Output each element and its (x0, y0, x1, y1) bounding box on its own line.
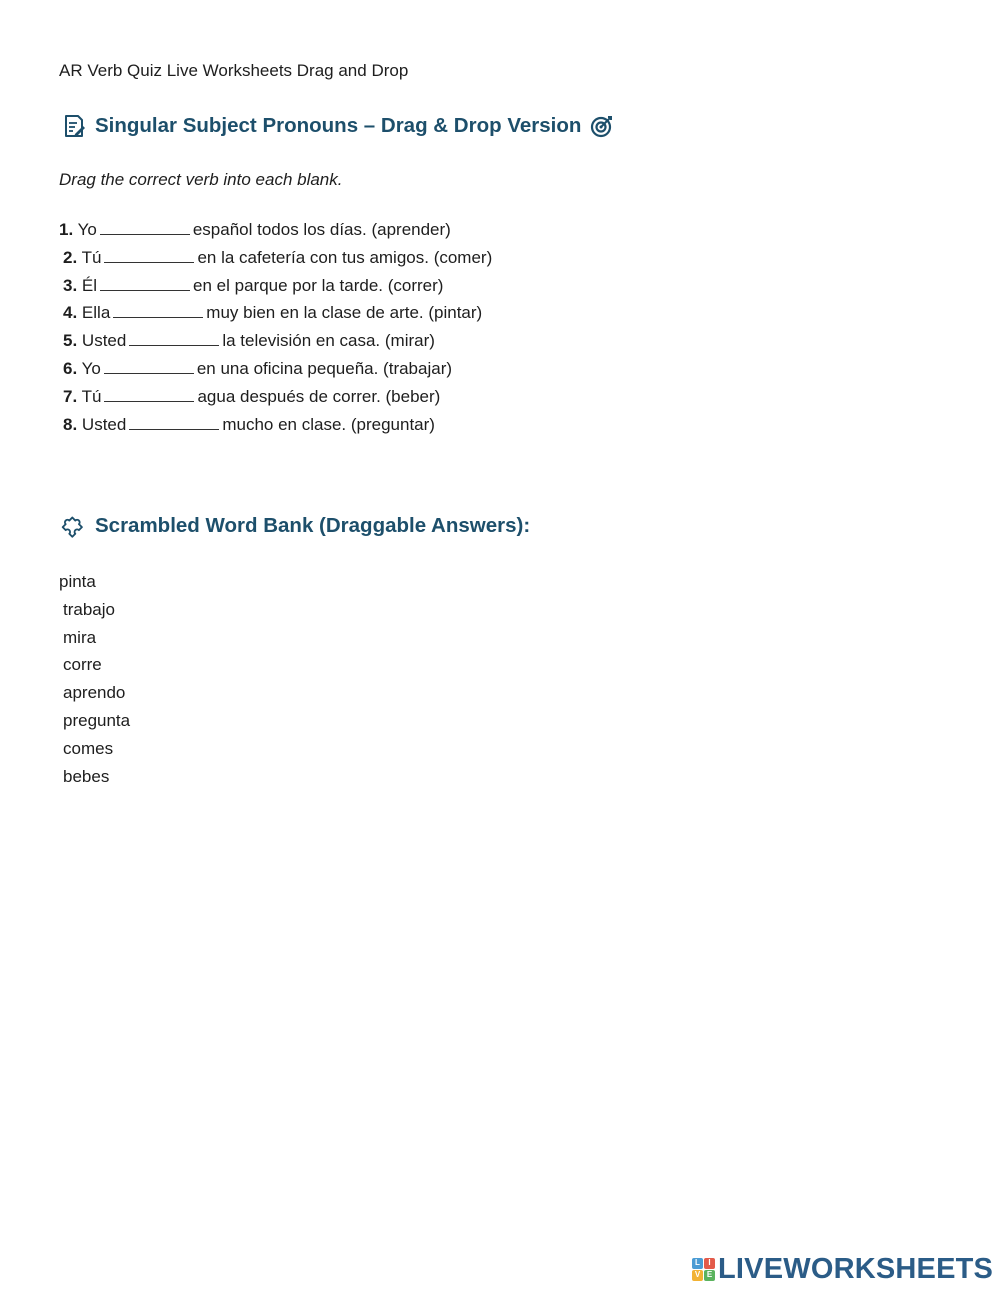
draggable-word[interactable]: bebes (63, 766, 110, 786)
question-rest: en el parque por la tarde. (correr) (193, 275, 444, 295)
question-rest: la televisión en casa. (mirar) (222, 331, 435, 351)
question-rest: en una oficina pequeña. (trabajar) (196, 358, 453, 378)
question-rest: en la cafetería con tus amigos. (comer) (197, 247, 493, 267)
question-item (59, 216, 492, 244)
drop-blank[interactable] (104, 387, 194, 402)
question-item (59, 272, 492, 300)
question-rest: mucho en clase. (preguntar) (222, 414, 435, 434)
drop-blank[interactable] (104, 248, 194, 263)
section-heading-word-bank (61, 513, 530, 539)
question-number: 3. (63, 275, 78, 295)
question-subject: Ella (81, 303, 111, 323)
question-subject: Usted (81, 331, 127, 351)
draggable-word[interactable]: pregunta (63, 710, 131, 730)
question-item (59, 411, 492, 439)
logo-tile: E (704, 1270, 715, 1281)
question-item (59, 299, 492, 327)
drop-blank[interactable] (129, 415, 219, 430)
instruction-text: Drag the correct verb into each blank. (59, 170, 343, 189)
question-rest: español todos los días. (aprender) (192, 220, 451, 239)
question-number: 5. (63, 331, 78, 351)
target-icon (589, 113, 615, 139)
draggable-word[interactable]: trabajo (63, 599, 115, 619)
question-item (59, 244, 492, 272)
liveworksheets-logo (692, 1254, 993, 1284)
draggable-word[interactable]: pinta (59, 572, 96, 591)
section-heading-text: Scrambled Word Bank (Draggable Answers): (95, 514, 531, 537)
logo-tile: V (692, 1270, 703, 1281)
question-subject: Él (81, 275, 98, 295)
drop-blank[interactable] (113, 303, 203, 318)
question-number: 1. (59, 220, 74, 239)
draggable-word[interactable]: aprendo (63, 683, 126, 703)
draggable-word[interactable]: comes (63, 738, 114, 758)
section-heading-pronouns (61, 113, 615, 139)
question-list (59, 216, 492, 438)
drop-blank[interactable] (129, 331, 219, 346)
question-number: 7. (63, 386, 78, 406)
question-subject: Yo (81, 358, 101, 378)
question-subject: Usted (81, 414, 127, 434)
question-item (59, 383, 492, 411)
logo-mark-icon (692, 1258, 715, 1281)
question-number: 6. (63, 358, 78, 378)
question-rest: agua después de correr. (beber) (197, 386, 441, 406)
question-subject: Yo (77, 220, 97, 239)
draggable-word[interactable]: corre (63, 655, 102, 675)
memo-pencil-icon (61, 113, 87, 139)
question-rest: muy bien en la clase de arte. (pintar) (206, 303, 483, 323)
question-subject: Tú (81, 386, 102, 406)
drop-blank[interactable] (100, 220, 190, 235)
draggable-word[interactable]: mira (63, 627, 97, 647)
drop-blank[interactable] (104, 359, 194, 374)
section-heading-text: Singular Subject Pronouns – Drag & Drop Version (95, 114, 582, 137)
drop-blank[interactable] (100, 276, 190, 291)
logo-text: LIVEWORKSHEETS (718, 1253, 994, 1285)
question-number: 2. (63, 247, 78, 267)
logo-tile: I (704, 1258, 715, 1269)
question-item (59, 327, 492, 355)
puzzle-icon (61, 513, 87, 539)
question-number: 4. (63, 303, 78, 323)
question-item (59, 355, 492, 383)
question-subject: Tú (81, 247, 102, 267)
question-number: 8. (63, 414, 78, 434)
logo-tile: L (692, 1258, 703, 1269)
document-title: AR Verb Quiz Live Worksheets Drag and Drop (59, 61, 409, 80)
word-bank (59, 568, 130, 790)
